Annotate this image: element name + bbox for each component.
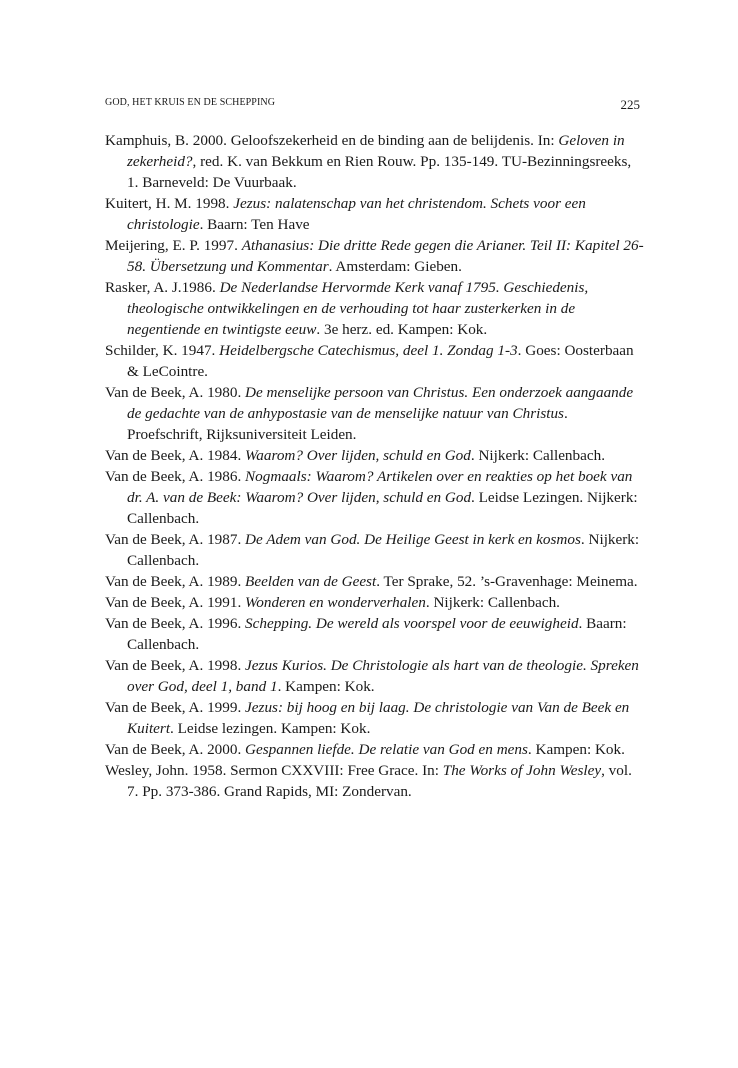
reference-author-year: Van de Beek, A. 2000. xyxy=(105,741,246,758)
reference-title: Nogmaals: Waarom? Artikelen over en reakties op het boek van dr. A. van de Beek: Waarom? Over lijden, schuld en God xyxy=(127,468,633,506)
reference-title: Jezus: nalatenschap van het christendom. Schets voor een christologie xyxy=(127,195,586,233)
reference-entry xyxy=(105,340,645,382)
reference-author-year: Van de Beek, A. 1980. xyxy=(105,384,246,401)
reference-author-year: Rasker, A. J.1986. xyxy=(105,279,220,296)
running-title: GOD, HET KRUIS EN DE SCHEPPING xyxy=(105,97,276,108)
bibliography-list xyxy=(105,130,645,802)
reference-title: Wonderen en wonderverhalen xyxy=(245,594,426,611)
reference-entry xyxy=(105,655,645,697)
reference-publication: . Ter Sprake, 52. ’s-Gravenhage: Meinema. xyxy=(376,573,638,590)
page-number: 225 xyxy=(620,97,640,112)
reference-entry xyxy=(105,739,645,760)
reference-author-year: Meijering, E. P. 1997. xyxy=(105,237,242,254)
reference-title: De Adem van God. De Heilige Geest in kerk en kosmos xyxy=(245,531,581,548)
reference-author-year: Wesley, John. 1958. Sermon CXXVIII: Free Grace. In: xyxy=(105,762,443,779)
reference-entry xyxy=(105,529,645,571)
reference-author-year: Van de Beek, A. 1987. xyxy=(105,531,246,548)
reference-title: De Nederlandse Hervormde Kerk vanaf 1795. Geschiedenis, theologische ontwikkelingen en de verhouding tot haar zusterkerken in de negentiende en twintigste eeuw xyxy=(127,279,589,338)
reference-publication: . Kampen: Kok. xyxy=(527,741,625,758)
reference-publication: . 3e herz. ed. Kampen: Kok. xyxy=(316,321,488,338)
reference-title: Heidelbergsche Catechismus, deel 1. Zondag 1-3 xyxy=(219,342,518,359)
reference-author-year: Van de Beek, A. 1999. xyxy=(105,699,246,716)
reference-title: The Works of John Wesley xyxy=(442,762,602,779)
reference-title: Geloven in zekerheid? xyxy=(127,132,625,170)
reference-entry xyxy=(105,235,645,277)
reference-title: Schepping. De wereld als voorspel voor de eeuwigheid xyxy=(245,615,579,632)
reference-author-year: Schilder, K. 1947. xyxy=(105,342,220,359)
reference-author-year: Van de Beek, A. 1986. xyxy=(105,468,246,485)
reference-author-year: Kuitert, H. M. 1998. xyxy=(105,195,234,212)
reference-publication: . Leidse Lezingen. Nijkerk: Callenbach. xyxy=(127,489,638,527)
reference-entry xyxy=(105,193,645,235)
reference-entry xyxy=(105,466,645,529)
reference-author-year: Van de Beek, A. 1996. xyxy=(105,615,246,632)
reference-author-year: Van de Beek, A. 1984. xyxy=(105,447,246,464)
reference-title: Athanasius: Die dritte Rede gegen die Arianer. Teil II: Kapitel 26-58. Übersetzung und Kommentar xyxy=(127,237,644,275)
reference-publication: . Baarn: Callenbach. xyxy=(127,615,627,653)
running-head xyxy=(105,97,640,113)
reference-publication: . Amsterdam: Gieben. xyxy=(328,258,462,275)
reference-publication: . Proefschrift, Rijksuniversiteit Leiden. xyxy=(127,405,568,443)
reference-entry xyxy=(105,697,645,739)
reference-author-year: Van de Beek, A. 1989. xyxy=(105,573,246,590)
reference-publication: . Nijkerk: Callenbach. xyxy=(470,447,605,464)
reference-entry xyxy=(105,445,645,466)
reference-publication: . Leidse lezingen. Kampen: Kok. xyxy=(170,720,371,737)
reference-author-year: Van de Beek, A. 1991. xyxy=(105,594,246,611)
reference-publication: . Goes: Oosterbaan & LeCointre. xyxy=(127,342,634,380)
reference-author-year: Kamphuis, B. 2000. Geloofszekerheid en de binding aan de belijdenis. In: xyxy=(105,132,559,149)
reference-entry xyxy=(105,571,645,592)
reference-entry xyxy=(105,760,645,802)
reference-publication: , vol. 7. Pp. 373-386. Grand Rapids, MI: Zondervan. xyxy=(127,762,632,800)
reference-title: Jezus: bij hoog en bij laag. De christologie van Van de Beek en Kuitert xyxy=(127,699,630,737)
reference-title: Jezus Kurios. De Christologie als hart van de theologie. Spreken over God, deel 1, band 1 xyxy=(127,657,639,695)
reference-publication: , red. K. van Bekkum en Rien Rouw. Pp. 135-149. TU-Bezinningsreeks, 1. Barneveld: De Vuurbaak. xyxy=(127,153,632,191)
reference-title: Waarom? Over lijden, schuld en God xyxy=(245,447,471,464)
reference-entry xyxy=(105,130,645,193)
reference-publication: . Nijkerk: Callenbach. xyxy=(425,594,560,611)
reference-title: Gespannen liefde. De relatie van God en mens xyxy=(245,741,528,758)
reference-title: De menselijke persoon van Christus. Een onderzoek aangaande de gedachte van de anhypostasie van de menselijke natuur van Christus xyxy=(127,384,634,422)
reference-entry xyxy=(105,613,645,655)
reference-publication: . Nijkerk: Callenbach. xyxy=(127,531,640,569)
reference-entry xyxy=(105,382,645,445)
reference-entry xyxy=(105,277,645,340)
reference-author-year: Van de Beek, A. 1998. xyxy=(105,657,246,674)
reference-entry xyxy=(105,592,645,613)
reference-publication: . Baarn: Ten Have xyxy=(199,216,310,233)
reference-publication: . Kampen: Kok. xyxy=(277,678,375,695)
reference-title: Beelden van de Geest xyxy=(245,573,377,590)
